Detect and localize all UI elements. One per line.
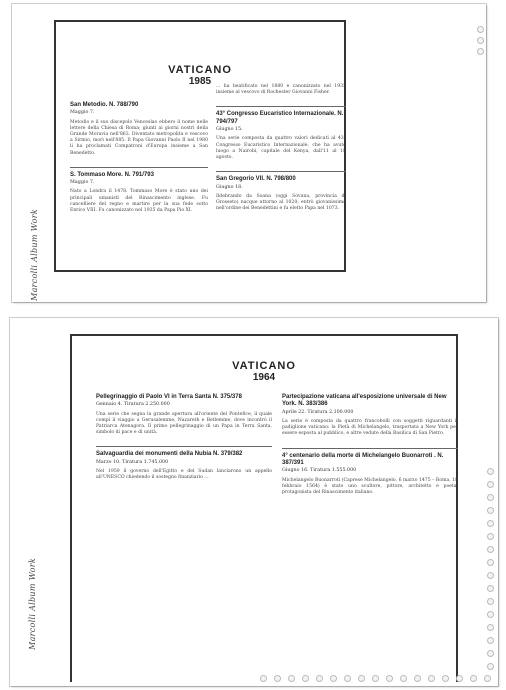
page-frame: [70, 334, 458, 682]
ring-icon: [487, 507, 494, 514]
divider: [282, 448, 458, 449]
entry: [216, 176, 346, 212]
ring-icon: [487, 481, 494, 488]
ring-icon: [456, 675, 463, 682]
entry-body: Una serie composta da quattro valori dedicati al 43° Congresso Eucaristico Internazionale, che ha avuto luogo a Nairobi, capitale del Kenya, dall'11 al 18 agosto.: [216, 136, 346, 161]
entry-date: Aprile 22. Tiratura 2.100.000: [282, 409, 354, 415]
ring-icon: [487, 546, 494, 553]
ring-icon: [477, 26, 484, 33]
left-column: [96, 394, 272, 491]
ring-icon: [487, 663, 494, 670]
ring-icon: [372, 675, 379, 682]
entry: [96, 394, 272, 436]
entry: [216, 111, 346, 161]
entry-body: Nato a Londra il 1478. Tommaso More è stato uno dei principali umanisti del Rinascimento inglese. Fu cancelliere del regno e martire per la sua fede sotto Enrico VIII. Fu canonizzato nel 1935 da Papa Pio XI.: [70, 189, 208, 214]
album-brand: Marcolli Album Work: [30, 209, 39, 301]
binder-rings: [487, 468, 494, 670]
entry-body: Nel 1959 il governo dell'Egitto e del Sudan lanciarono un appello all'UNESCO chiedendo il sostegno finanziario ...: [96, 469, 272, 481]
entry-body: ... ha beatificato nel 1880 e canonizzato nel 1935 insieme al vescovo di Rochester Giovanni Fisher.: [216, 84, 346, 96]
entry-title: Salvaguardia dei monumenti della Nubia N. 379/382: [96, 451, 243, 458]
binder-rings-bottom: [260, 675, 498, 682]
entry: [282, 453, 458, 497]
divider: [70, 167, 208, 168]
ring-icon: [477, 48, 484, 55]
left-column: [70, 102, 208, 224]
ring-icon: [386, 675, 393, 682]
album-page-1985: [12, 4, 486, 302]
ring-icon: [358, 675, 365, 682]
ring-icon: [414, 675, 421, 682]
album-page-1964: [10, 318, 498, 686]
ring-icon: [487, 494, 494, 501]
entry-date: Gennaio 4. Tiratura 2.250.000: [96, 402, 170, 408]
ring-icon: [487, 533, 494, 540]
page-year: 1964: [252, 372, 276, 383]
ring-icon: [302, 675, 309, 682]
ring-icon: [316, 675, 323, 682]
ring-icon: [487, 585, 494, 592]
ring-icon: [428, 675, 435, 682]
album-brand: Marcolli Album Work: [28, 558, 37, 650]
entry-date: Maggio 7.: [70, 180, 95, 186]
ring-icon: [344, 675, 351, 682]
entry: [70, 172, 208, 214]
entry: [96, 451, 272, 481]
entry-date: Maggio 7.: [70, 110, 95, 116]
page-year: 1985: [188, 76, 212, 87]
binder-rings: [477, 26, 484, 55]
entry: [70, 102, 208, 157]
ring-icon: [442, 675, 449, 682]
entry-title: Partecipazione vaticana all'esposizione universale di New York. N. 383/386: [282, 394, 447, 408]
page-title: VATICANO: [232, 360, 296, 372]
ring-icon: [487, 520, 494, 527]
ring-icon: [487, 572, 494, 579]
entry-title: Pellegrinaggio di Paolo VI in Terra Santa N. 375/378: [96, 394, 242, 400]
divider: [96, 446, 272, 447]
entry-body: La serie è composta da quattro francobolli con soggetti riguardanti il padiglione vaticano: la Pietà di Michelangelo, trasportata a New York per essere esposta al pubblico, e altre vedute della Basilica di San Pietro.: [282, 419, 458, 437]
ring-icon: [487, 624, 494, 631]
ring-icon: [330, 675, 337, 682]
entry-date: Marzo 10. Tiratura 1.745.000: [96, 459, 169, 465]
ring-icon: [288, 675, 295, 682]
page-frame: [54, 20, 346, 272]
right-column: [282, 394, 458, 506]
ring-icon: [400, 675, 407, 682]
ring-icon: [487, 559, 494, 566]
entry-title: San Metodio. N. 788/790: [70, 102, 139, 108]
entry-body: Ildebrando da Soana (oggi Sovana, provincia di Grosseto) nacque attorno al 1020; entrò giovanissimo nell'ordine dei Benedettini e fu eletto Papa nel 1073.: [216, 193, 346, 212]
ring-icon: [470, 675, 477, 682]
entry-title: 4° centenario della morte di Michelangelo Buonarroti . N. 387/391: [282, 452, 444, 467]
ring-icon: [487, 650, 494, 657]
ring-icon: [477, 37, 484, 44]
page-title: VATICANO: [168, 64, 232, 76]
entry-body: Metodio e il suo discepolo Venceslao ebbero il nome nelle lettere della Chiesa di Roma; giunti ai giorni nostri della Grande Moravia nell'863. Diventato metropolita e vescovo a Sirmio, morì nell'885. Il Papa Giovanni Paolo II nel 1980 li ha proclamati Compatroni d'Europa insieme a San Benedetto.: [70, 119, 208, 156]
ring-icon: [487, 598, 494, 605]
entry-date: Giugno 18.: [216, 184, 243, 190]
entry: [282, 394, 458, 438]
entry-body: Una serie che segna la grande apertura all'oriente del Pontefice, il quale compì il viaggio a Gerusalemme, Nazareth e Betlemme, dove incontrò il Patriarca Atenagora. Il primo pellegrinaggio di un Papa in Terra Santa, simbolo di pace e di unità.: [96, 411, 272, 436]
entry-title: 43° Congresso Eucaristico Internazionale. N. 794/797: [216, 111, 344, 125]
entry-title: S. Tommaso More. N. 791/793: [70, 171, 154, 178]
entry-date: Giugno 16. Tiratura 1.555.000: [282, 468, 357, 474]
right-column: [216, 84, 346, 222]
divider: [216, 106, 346, 107]
ring-icon: [484, 675, 491, 682]
entry-body: Michelangelo Buonarroti (Caprese Michelangelo, 6 marzo 1475 – Roma, 18 febbraio 1564) è stato uno scultore, pittore, architetto e poeta, protagonista del Rinascimento italiano.: [282, 477, 458, 496]
ring-icon: [260, 675, 267, 682]
ring-icon: [487, 468, 494, 475]
ring-icon: [274, 675, 281, 682]
entry: [216, 84, 346, 96]
divider: [216, 171, 346, 172]
ring-icon: [487, 637, 494, 644]
entry-date: Giugno 15.: [216, 127, 243, 133]
ring-icon: [487, 611, 494, 618]
entry-title: San Gregorio VII. N. 798/800: [216, 176, 296, 183]
